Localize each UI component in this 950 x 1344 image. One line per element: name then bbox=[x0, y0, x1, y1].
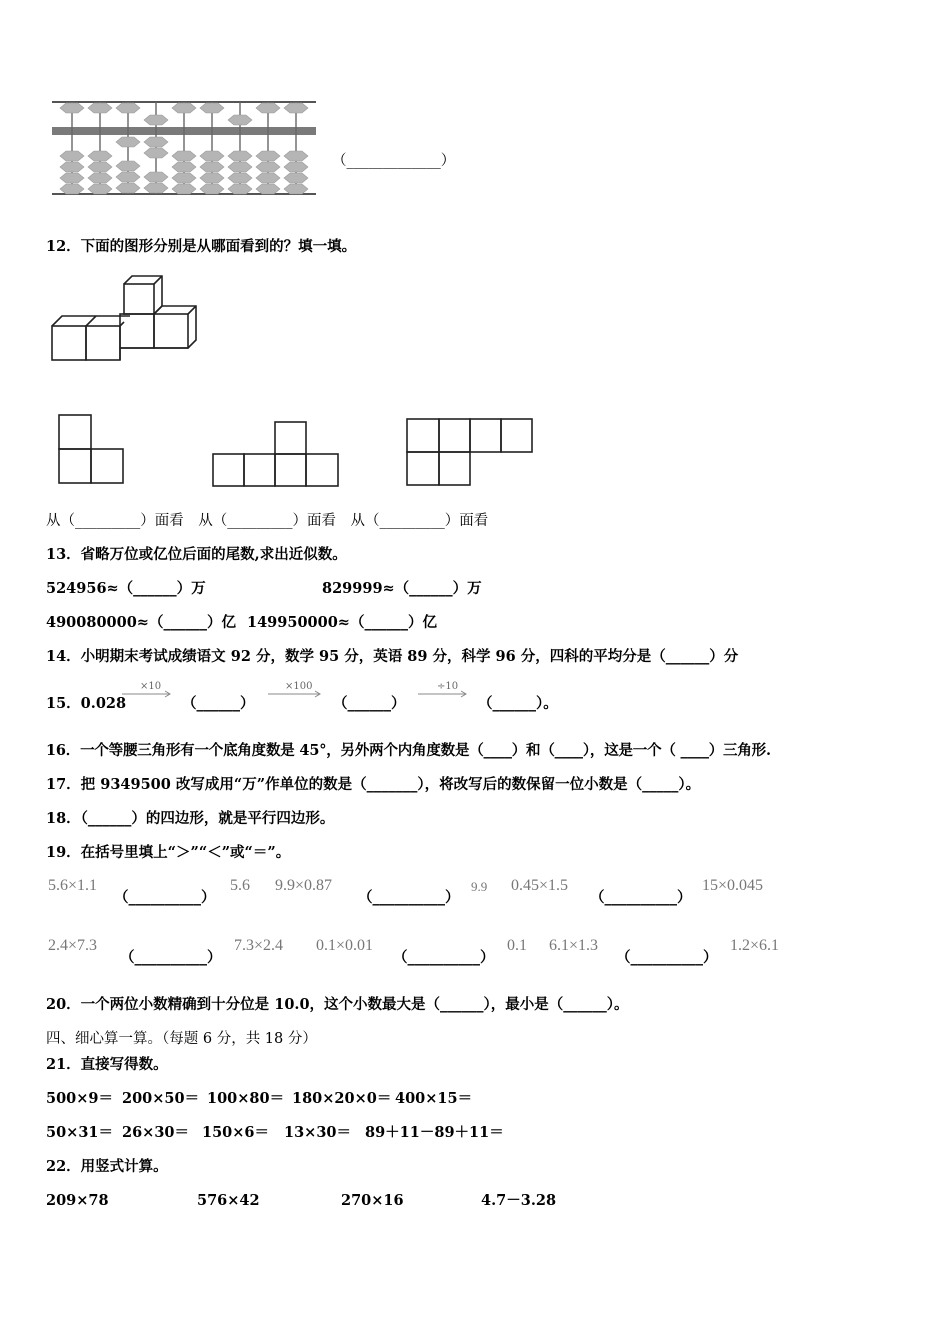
abacus-upper-bead bbox=[88, 103, 112, 113]
abacus-upper-bead bbox=[284, 103, 308, 113]
q19-r2-blank-2[interactable]: （__________） bbox=[393, 949, 495, 966]
q13-b[interactable]: 829999≈（______）万 bbox=[322, 580, 482, 597]
abacus-lower-bead bbox=[116, 137, 140, 147]
q19-r1-right-3: 15×0.045 bbox=[702, 877, 764, 894]
abacus-lower-bead bbox=[284, 162, 308, 172]
abacus-lower-bead bbox=[200, 151, 224, 161]
arrow-icon bbox=[268, 689, 324, 699]
abacus-lower-bead bbox=[172, 173, 196, 183]
abacus-lower-bead bbox=[256, 151, 280, 161]
q15-blank2[interactable]: （______） bbox=[333, 695, 406, 712]
q19-r1-left-2: 9.9×0.87 bbox=[275, 877, 333, 894]
q19-r1-right-2: 9.9 bbox=[471, 879, 488, 894]
q21-r1-2[interactable]: 200×50＝ bbox=[122, 1090, 200, 1107]
q21-r2-5[interactable]: 89＋11－89＋11＝ bbox=[365, 1124, 504, 1141]
abacus-lower-bead bbox=[228, 173, 252, 183]
q18-text[interactable]: 18．（______）的四边形，就是平行四边形。 bbox=[46, 810, 335, 827]
abacus-lower-bead bbox=[200, 184, 224, 194]
q19-r1-blank-3[interactable]: （__________） bbox=[590, 889, 692, 906]
abacus-lower-bead bbox=[144, 148, 168, 158]
q20-text[interactable]: 20．一个两位小数精确到十分位是 10.0，这个小数最大是（______），最小是（______）。 bbox=[46, 996, 629, 1013]
q15-op3: ÷10 bbox=[437, 681, 459, 692]
abacus-figure bbox=[50, 96, 318, 198]
q22-item-3: 270×16 bbox=[341, 1192, 404, 1209]
view-figure-3 bbox=[405, 417, 537, 487]
abacus-lower-bead bbox=[60, 184, 84, 194]
abacus-lower-bead bbox=[172, 162, 196, 172]
q22-item-1: 209×78 bbox=[46, 1192, 109, 1209]
abacus-upper-bead bbox=[144, 115, 168, 125]
q19-r1-blank-1[interactable]: （__________） bbox=[114, 889, 216, 906]
abacus-lower-bead bbox=[88, 151, 112, 161]
q15-start: 15．0.028 bbox=[46, 695, 127, 712]
cube-stack-figure bbox=[50, 274, 200, 366]
abacus-lower-bead bbox=[256, 162, 280, 172]
view-figure-1 bbox=[57, 413, 127, 485]
q19-r2-right-2: 0.1 bbox=[507, 937, 527, 954]
q19-r2-right-1: 7.3×2.4 bbox=[234, 937, 284, 954]
abacus-lower-bead bbox=[144, 172, 168, 182]
abacus-lower-bead bbox=[116, 161, 140, 171]
abacus-lower-bead bbox=[60, 173, 84, 183]
q13-a[interactable]: 524956≈（______）万 bbox=[46, 580, 206, 597]
q21-r1-3[interactable]: 100×80＝ bbox=[207, 1090, 285, 1107]
abacus-lower-bead bbox=[228, 162, 252, 172]
abacus-upper-bead bbox=[200, 103, 224, 113]
abacus-lower-bead bbox=[116, 183, 140, 193]
abacus-lower-bead bbox=[88, 162, 112, 172]
abacus-lower-bead bbox=[256, 173, 280, 183]
q15-blank3[interactable]: （______）。 bbox=[478, 695, 558, 712]
q22-title: 22．用竖式计算。 bbox=[46, 1158, 168, 1175]
q19-r2-blank-1[interactable]: （__________） bbox=[120, 949, 222, 966]
q17-text[interactable]: 17．把 9349500 改写成用“万”作单位的数是（_______），将改写后的数保留一位小数是（_____）。 bbox=[46, 776, 701, 793]
abacus-lower-bead bbox=[88, 184, 112, 194]
q19-r1-blank-2[interactable]: （__________） bbox=[358, 889, 460, 906]
abacus-lower-bead bbox=[256, 184, 280, 194]
q19-r1-left-3: 0.45×1.5 bbox=[511, 877, 569, 894]
q19-r2-left-1: 2.4×7.3 bbox=[48, 937, 98, 954]
abacus-upper-bead bbox=[228, 115, 252, 125]
q22-item-4: 4.7－3.28 bbox=[481, 1192, 557, 1209]
abacus-lower-bead bbox=[88, 173, 112, 183]
q12-answer-line[interactable]: 从（_________）面看 从（_________）面看 从（_________）面看 bbox=[46, 513, 489, 529]
q21-r2-4[interactable]: 13×30＝ bbox=[284, 1124, 352, 1141]
abacus-lower-bead bbox=[200, 173, 224, 183]
q19-r2-left-3: 6.1×1.3 bbox=[549, 937, 599, 954]
arrow-icon bbox=[418, 689, 470, 699]
q13-title: 13．省略万位或亿位后面的尾数,求出近似数。 bbox=[46, 546, 347, 563]
abacus-lower-bead bbox=[116, 172, 140, 182]
q16-text[interactable]: 16．一个等腰三角形有一个底角度数是 45°，另外两个内角度数是（____）和（____），这是一个（ ____）三角形. bbox=[46, 742, 771, 759]
abacus-lower-bead bbox=[228, 151, 252, 161]
section4-title: 四、细心算一算。（每题 6 分，共 18 分） bbox=[46, 1031, 317, 1047]
abacus-lower-bead bbox=[144, 183, 168, 193]
abacus-upper-bead bbox=[172, 103, 196, 113]
q12-title: 12．下面的图形分别是从哪面看到的？填一填。 bbox=[46, 238, 357, 255]
q13-c[interactable]: 490080000≈（______）亿 bbox=[46, 614, 236, 631]
q19-r2-right-3: 1.2×6.1 bbox=[730, 937, 780, 954]
q19-title: 19．在括号里填上“＞”“＜”或“＝”。 bbox=[46, 844, 291, 861]
q15-op1: ×10 bbox=[140, 681, 162, 692]
abacus-upper-bead bbox=[116, 103, 140, 113]
q13-d[interactable]: 149950000≈（______）亿 bbox=[247, 614, 437, 631]
q21-r2-1[interactable]: 50×31＝ bbox=[46, 1124, 114, 1141]
abacus-lower-bead bbox=[200, 162, 224, 172]
q19-r1-right-1: 5.6 bbox=[230, 877, 250, 894]
q19-r2-blank-3[interactable]: （__________） bbox=[616, 949, 718, 966]
q14-text[interactable]: 14．小明期末考试成绩语文 92 分，数学 95 分，英语 89 分，科学 96 分，四科的平均分是（______）分 bbox=[46, 648, 739, 665]
abacus-upper-bead bbox=[60, 103, 84, 113]
abacus-lower-bead bbox=[172, 184, 196, 194]
q21-r1-1[interactable]: 500×9＝ bbox=[46, 1090, 114, 1107]
arrow-icon bbox=[122, 689, 174, 699]
q22-item-2: 576×42 bbox=[197, 1192, 260, 1209]
abacus-lower-bead bbox=[284, 151, 308, 161]
abacus-lower-bead bbox=[144, 137, 168, 147]
abacus-lower-bead bbox=[60, 162, 84, 172]
q21-r1-5[interactable]: 400×15＝ bbox=[395, 1090, 473, 1107]
abacus-lower-bead bbox=[284, 173, 308, 183]
abacus-answer[interactable]: （_____________） bbox=[332, 153, 456, 169]
q19-r1-left-1: 5.6×1.1 bbox=[48, 877, 98, 894]
abacus-lower-bead bbox=[172, 151, 196, 161]
q21-r2-3[interactable]: 150×6＝ bbox=[202, 1124, 270, 1141]
q15-op2: ×100 bbox=[285, 681, 313, 692]
q21-title: 21．直接写得数。 bbox=[46, 1056, 168, 1073]
q21-r2-2[interactable]: 26×30＝ bbox=[122, 1124, 190, 1141]
abacus-upper-bead bbox=[256, 103, 280, 113]
q19-r2-left-2: 0.1×0.01 bbox=[316, 937, 374, 954]
q21-r1-4[interactable]: 180×20×0＝ bbox=[292, 1090, 392, 1107]
view-figure-2 bbox=[211, 420, 343, 488]
abacus-lower-bead bbox=[60, 151, 84, 161]
q15-blank1[interactable]: （______） bbox=[182, 695, 255, 712]
abacus-lower-bead bbox=[284, 184, 308, 194]
abacus-lower-bead bbox=[228, 184, 252, 194]
